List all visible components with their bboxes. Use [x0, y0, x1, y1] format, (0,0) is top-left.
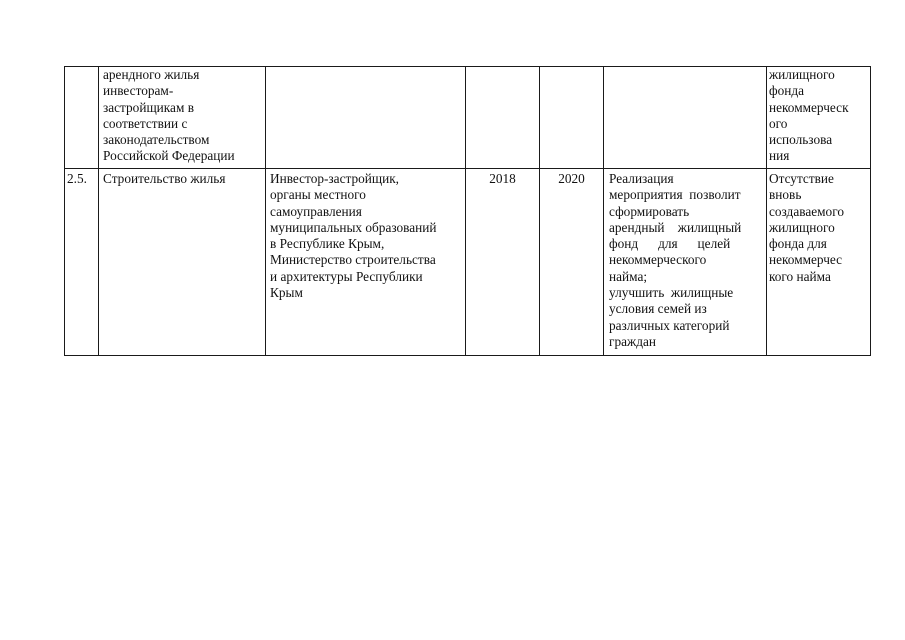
- col-border: [539, 66, 540, 356]
- row-number-cell: 2.5.: [67, 171, 87, 186]
- measure-name-cell: Строительство жилья: [103, 171, 226, 186]
- col-border: [465, 66, 466, 356]
- col-border: [265, 66, 266, 356]
- col-border: [64, 66, 65, 356]
- col-border: [603, 66, 604, 356]
- row-divider: [64, 168, 871, 169]
- table-bottom-border: [64, 355, 871, 356]
- consequence-cell: жилищного фонда некоммерческ ого использова ния: [769, 67, 849, 164]
- consequence-cell: Отсутствие вновь создаваемого жилищного фонда для некоммерчес кого найма: [769, 171, 844, 284]
- col-border: [98, 66, 99, 356]
- start-year-cell: 2018: [489, 171, 516, 186]
- col-border: [870, 66, 871, 356]
- measure-name-cell: арендного жилья инвесторам- застройщикам в соответствии с законодательством Российской Федерации: [103, 67, 235, 164]
- measures-table: [64, 66, 871, 356]
- col-border: [766, 66, 767, 356]
- end-year-cell: 2020: [558, 171, 585, 186]
- result-cell: Реализация мероприятия позволит сформировать арендный жилищный фонд для целей некоммерческого найма; улучшить жилищные условия семей из различных категорий граждан: [609, 171, 742, 349]
- executor-cell: Инвестор-застройщик, органы местного самоуправления муниципальных образований в Республике Крым, Министерство строительства и архитектуры Республики Крым: [270, 171, 437, 301]
